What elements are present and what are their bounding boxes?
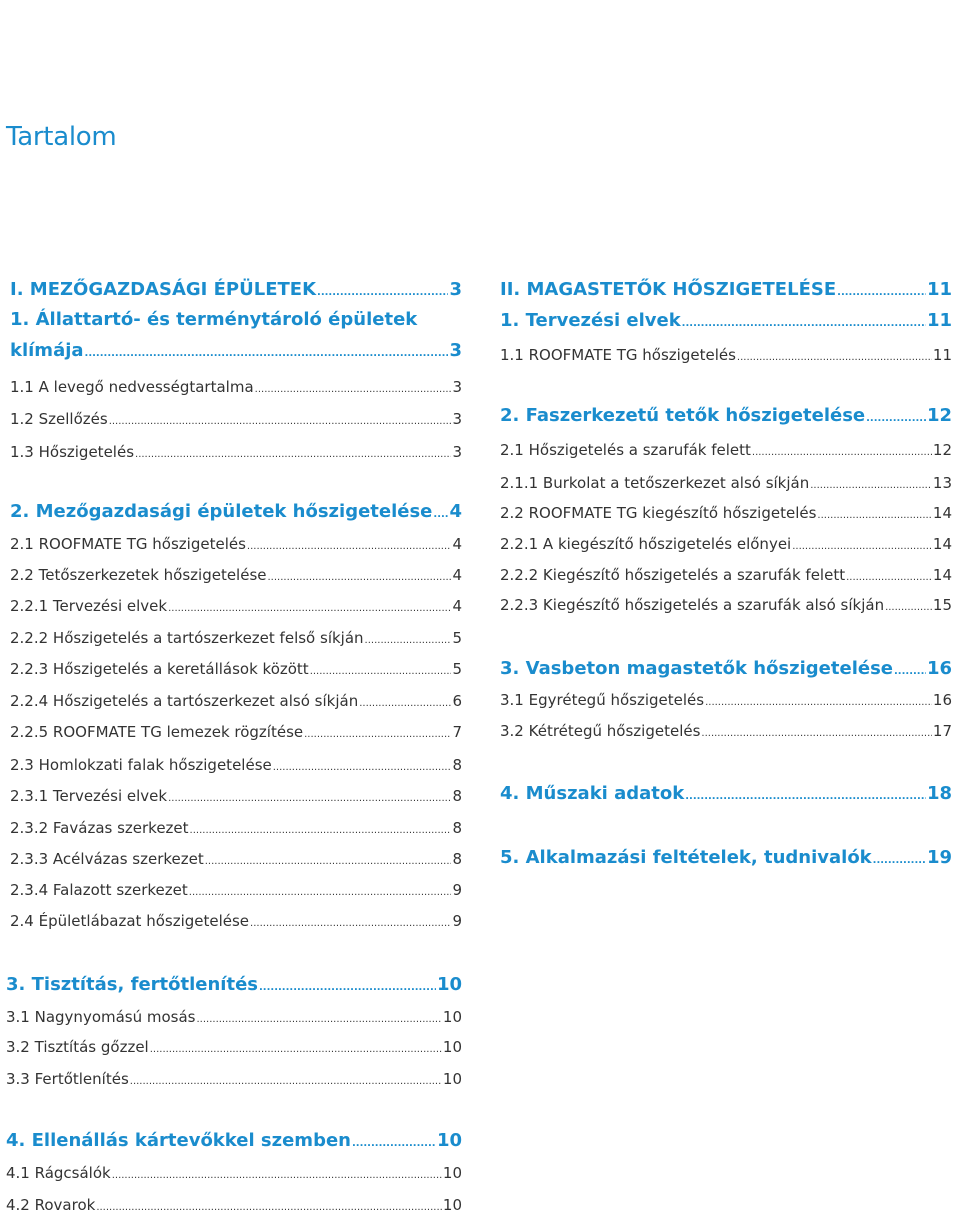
toc-page-number: 3 (452, 410, 462, 428)
toc-page-number: 3 (449, 279, 462, 300)
toc-dot-leader (268, 572, 452, 583)
toc-page-number: 12 (926, 405, 952, 426)
toc-dot-leader (359, 698, 451, 709)
toc-entry-label: 2.2.1 Tervezési elvek (10, 597, 168, 615)
toc-heading-entry[interactable] (500, 310, 952, 331)
toc-page-number: 12 (932, 441, 952, 459)
toc-page-number: 3 (449, 340, 462, 361)
toc-dot-leader (168, 603, 451, 614)
toc-dot-leader (817, 510, 931, 521)
toc-heading-entry[interactable] (6, 1130, 462, 1151)
toc-page-number: 8 (452, 819, 462, 837)
toc-page-number: 14 (932, 504, 952, 522)
toc-page-number: 14 (932, 566, 952, 584)
toc-entry-label: 2.2.1 A kiegészítő hőszigetelés előnyei (500, 535, 792, 553)
toc-entry[interactable] (10, 597, 462, 615)
toc-entry[interactable] (500, 535, 952, 553)
toc-page-number: 7 (452, 723, 462, 741)
toc-page-number: 16 (926, 658, 952, 679)
toc-dot-leader (792, 541, 932, 552)
toc-entry[interactable] (10, 850, 462, 868)
toc-entry[interactable] (10, 819, 462, 837)
toc-heading-entry[interactable] (10, 501, 462, 522)
toc-entry[interactable] (6, 1008, 462, 1026)
toc-dot-leader (317, 287, 448, 298)
toc-heading-entry[interactable] (500, 847, 952, 868)
toc-dot-leader (112, 1170, 442, 1181)
toc-page-number: 14 (932, 535, 952, 553)
toc-entry-label: 3.2 Tisztítás gőzzel (6, 1038, 149, 1056)
toc-entry-label: 2.2.4 Hőszigetelés a tartószerkezet alsó síkján (10, 692, 359, 710)
toc-entry-label: 2. Mezőgazdasági épületek hőszigetelése (10, 501, 433, 522)
toc-dot-leader (85, 348, 449, 359)
toc-entry-label: 2. Faszerkezetű tetők hőszigetelése (500, 405, 866, 426)
toc-entry-label: 2.2 Tetőszerkezetek hőszigetelése (10, 566, 267, 584)
toc-heading-entry[interactable] (500, 783, 952, 804)
toc-entry[interactable] (10, 723, 462, 741)
toc-dot-leader (737, 352, 932, 363)
toc-entry[interactable] (500, 566, 952, 584)
toc-dot-leader (190, 825, 452, 836)
toc-page-number: 10 (442, 1164, 462, 1182)
toc-page-number: 8 (452, 787, 462, 805)
toc-entry[interactable] (500, 441, 952, 459)
toc-entry-label: 2.1.1 Burkolat a tetőszerkezet alsó síkján (500, 474, 810, 492)
toc-page-number: 11 (932, 346, 952, 364)
toc-entry[interactable] (6, 1164, 462, 1182)
toc-page-number: 4 (449, 501, 462, 522)
toc-entry[interactable] (10, 443, 462, 461)
toc-page-number: 5 (452, 629, 462, 647)
toc-heading-entry[interactable] (10, 340, 462, 361)
toc-entry-label: 1. Tervezési elvek (500, 310, 681, 331)
toc-page-number: 4 (452, 535, 462, 553)
toc-heading-entry[interactable] (500, 658, 952, 679)
toc-page-number: 10 (436, 974, 462, 995)
toc-entry-label: 2.2.3 Hőszigetelés a keretállások között (10, 660, 309, 678)
toc-dot-leader (273, 762, 452, 773)
toc-entry-label: 1.1 A levegő nedvességtartalma (10, 378, 254, 396)
toc-dot-leader (197, 1014, 442, 1025)
toc-entry-label: 4. Műszaki adatok (500, 783, 685, 804)
toc-entry[interactable] (500, 346, 952, 364)
toc-dot-leader (685, 791, 926, 802)
toc-entry[interactable] (10, 692, 462, 710)
toc-dot-leader (150, 1044, 442, 1055)
toc-entry-label: 4.2 Rovarok (6, 1196, 96, 1214)
toc-entry[interactable] (500, 504, 952, 522)
toc-page-number: 19 (926, 847, 952, 868)
toc-entry-label: 2.2.2 Hőszigetelés a tartószerkezet felső síkján (10, 629, 364, 647)
toc-page-number: 16 (932, 691, 952, 709)
toc-entry-label: 2.1 Hőszigetelés a szarufák felett (500, 441, 751, 459)
toc-dot-leader (250, 918, 451, 929)
toc-entry[interactable] (6, 1196, 462, 1214)
toc-page-number: 17 (932, 722, 952, 740)
toc-dot-leader (352, 1138, 436, 1149)
toc-entry[interactable] (10, 660, 462, 678)
toc-page-number: 10 (442, 1070, 462, 1088)
toc-heading-entry[interactable] (6, 974, 462, 995)
toc-entry[interactable] (10, 881, 462, 899)
toc-heading-entry[interactable] (500, 279, 952, 300)
toc-dot-leader (135, 449, 451, 460)
toc-dot-leader (682, 318, 926, 329)
toc-entry-label: 2.3.1 Tervezési elvek (10, 787, 168, 805)
toc-heading-entry[interactable] (500, 405, 952, 426)
toc-page-number: 10 (442, 1038, 462, 1056)
toc-dot-leader (189, 887, 452, 898)
toc-entry-label: I. MEZŐGAZDASÁGI ÉPÜLETEK (10, 279, 317, 300)
toc-entry[interactable] (500, 474, 952, 492)
toc-entry[interactable] (500, 596, 952, 614)
toc-page-number: 15 (932, 596, 952, 614)
toc-dot-leader (365, 635, 452, 646)
toc-entry[interactable] (6, 1038, 462, 1056)
toc-dot-leader (701, 728, 932, 739)
toc-page-number: 11 (926, 310, 952, 331)
toc-entry-label: 2.2 ROOFMATE TG kiegészítő hőszigetelés (500, 504, 817, 522)
toc-entry-label: 1.1 ROOFMATE TG hőszigetelés (500, 346, 736, 364)
toc-page-number: 4 (452, 597, 462, 615)
toc-dot-leader (873, 855, 926, 866)
toc-entry-label: 3.1 Nagynyomású mosás (6, 1008, 196, 1026)
toc-page-number: 6 (452, 692, 462, 710)
toc-entry[interactable] (500, 722, 952, 740)
toc-page-number: 3 (452, 378, 462, 396)
toc-entry[interactable] (10, 629, 462, 647)
toc-dot-leader (304, 729, 451, 740)
toc-entry[interactable] (6, 1070, 462, 1088)
toc-entry-label: 3.3 Fertőtlenítés (6, 1070, 129, 1088)
toc-entry-label: 2.2.5 ROOFMATE TG lemezek rögzítése (10, 723, 304, 741)
toc-entry[interactable] (500, 691, 952, 709)
toc-page-number: 10 (436, 1130, 462, 1151)
toc-dot-leader (259, 982, 436, 993)
toc-dot-leader (752, 447, 932, 458)
toc-page-number: 10 (442, 1196, 462, 1214)
toc-entry[interactable] (10, 756, 462, 774)
toc-dot-leader (705, 697, 932, 708)
toc-page-number: 4 (452, 566, 462, 584)
toc-entry-label: 4. Ellenállás kártevőkkel szemben (6, 1130, 351, 1151)
toc-dot-leader (247, 541, 452, 552)
page-title: Tartalom (6, 122, 117, 152)
toc-dot-leader (885, 602, 932, 613)
toc-page-number: 5 (452, 660, 462, 678)
toc-entry-label: 3. Vasbeton magastetők hőszigetelése (500, 658, 893, 679)
toc-dot-leader (846, 572, 932, 583)
toc-entry-label: 1.3 Hőszigetelés (10, 443, 135, 461)
toc-entry[interactable] (10, 912, 462, 930)
toc-dot-leader (109, 416, 452, 427)
toc-entry-label: 3.1 Egyrétegű hőszigetelés (500, 691, 705, 709)
toc-dot-leader (894, 666, 926, 677)
toc-entry-label: 2.3.4 Falazott szerkezet (10, 881, 188, 899)
toc-entry-label: 2.3 Homlokzati falak hőszigetelése (10, 756, 272, 774)
toc-entry-label: 2.2.3 Kiegészítő hőszigetelés a szarufák alsó síkján (500, 596, 885, 614)
toc-page-number: 13 (932, 474, 952, 492)
toc-dot-leader (837, 287, 926, 298)
toc-dot-leader (310, 666, 452, 677)
toc-dot-leader (96, 1202, 442, 1213)
toc-entry-label: 1.2 Szellőzés (10, 410, 108, 428)
toc-dot-leader (866, 413, 926, 424)
toc-page-number: 3 (452, 443, 462, 461)
toc-entry[interactable] (10, 410, 462, 428)
toc-page-number: 18 (926, 783, 952, 804)
toc-heading-line: 1. Állattartó- és terménytároló épületek (10, 309, 418, 330)
toc-entry[interactable] (10, 566, 462, 584)
toc-page-number: 11 (926, 279, 952, 300)
toc-entry-label: 2.3.2 Favázas szerkezet (10, 819, 189, 837)
toc-entry-label: 4.1 Rágcsálók (6, 1164, 111, 1182)
toc-dot-leader (810, 480, 932, 491)
toc-entry-label: 3. Tisztítás, fertőtlenítés (6, 974, 258, 995)
toc-heading-entry[interactable] (10, 279, 462, 300)
toc-entry[interactable] (10, 787, 462, 805)
toc-dot-leader (255, 384, 452, 395)
toc-dot-leader (205, 856, 452, 867)
toc-dot-leader (130, 1076, 442, 1087)
toc-page-number: 8 (452, 756, 462, 774)
toc-page-number: 9 (452, 912, 462, 930)
toc-page-number: 9 (452, 881, 462, 899)
toc-dot-leader (168, 793, 451, 804)
toc-entry[interactable] (10, 535, 462, 553)
toc-page-number: 8 (452, 850, 462, 868)
toc-entry-label: 2.1 ROOFMATE TG hőszigetelés (10, 535, 246, 553)
toc-entry[interactable] (10, 378, 462, 396)
toc-entry-label: II. MAGASTETŐK HŐSZIGETELÉSE (500, 279, 837, 300)
toc-dot-leader (433, 509, 448, 520)
toc-entry-label: klímája (10, 340, 84, 361)
toc-page-number: 10 (442, 1008, 462, 1026)
toc-entry-label: 2.2.2 Kiegészítő hőszigetelés a szarufák felett (500, 566, 846, 584)
toc-entry-label: 2.3.3 Acélvázas szerkezet (10, 850, 204, 868)
toc-entry-label: 3.2 Kétrétegű hőszigetelés (500, 722, 701, 740)
toc-entry-label: 2.4 Épületlábazat hőszigetelése (10, 912, 250, 930)
toc-entry-label: 5. Alkalmazási feltételek, tudnivalók (500, 847, 872, 868)
